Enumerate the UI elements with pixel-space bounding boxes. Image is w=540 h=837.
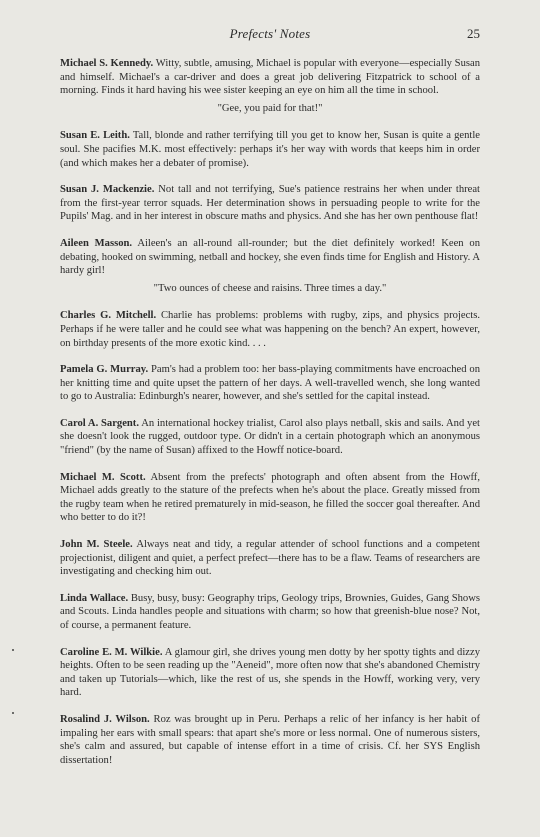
entry-john-m-steele	[60, 538, 480, 579]
entry-michael-m-scott	[60, 471, 480, 525]
entry-name: Susan E. Leith.	[60, 130, 130, 142]
entry-caroline-e-m-wilkie	[60, 646, 480, 700]
entry-linda-wallace	[60, 592, 480, 633]
entry-carol-a-sargent	[60, 417, 480, 458]
entry-text: Tall, blonde and rather terrifying till you get to know her, Susan is quite a gentle soul. She pacifies M.K. most effectively: perhaps it's her way with words that keeps him in order (and which makes her a debater of promise).	[60, 130, 480, 169]
entry-michael-s-kennedy	[60, 57, 480, 98]
entry-susan-e-leith	[60, 129, 480, 170]
entry-pamela-g-murray	[60, 363, 480, 404]
scan-speck	[12, 712, 14, 714]
entry-name: Charles G. Mitchell.	[60, 310, 157, 322]
entry-rosalind-j-wilson	[60, 713, 480, 767]
entry-name: Caroline E. M. Wilkie.	[60, 646, 163, 658]
entry-name: John M. Steele.	[60, 539, 133, 551]
entry-text: Always neat and tidy, a regular attender of school functions and a competent projectionist, diligent and quiet, a perfect prefect—there has to be a flaw. Teams of researchers are investigating and checking him out.	[60, 539, 480, 578]
entry-name: Aileen Masson.	[60, 237, 133, 249]
page-header	[60, 26, 480, 44]
entry-name: Michael S. Kennedy.	[60, 58, 154, 69]
entry-text: A glamour girl, she drives young men dotty by her spotty tights and dizzy heights. Often to be seen reading up the "Aeneid", more often now that she's abandoned Chemistry and taken up Tutorials—which, like the rest of us, she spends in the Howff, working very, very hard.	[60, 646, 480, 699]
entry-text: Roz was brought up in Peru. Perhaps a relic of her infancy is her habit of impaling her ears with small spears: that apart she's more or less normal. One of numerous sisters, she's calm and assured, but capable of intense effort in a time of crisis. Cf. her SYS English dissertation!	[60, 713, 480, 766]
entry-text: Charlie has problems: problems with rugby, zips, and physics projects. Perhaps if he were taller and he could see what was happening on the bench? An expert, however, on birthday presents of the more exotic kind. . . .	[60, 310, 480, 349]
entry-text: An international hockey trialist, Carol also plays netball, skis and sails. And yet she doesn't look the rugged, outdoor type. Or didn't in a certain photograph which an anonymous "friend" (by the name of Susan) affixed to the Howff notice-board.	[60, 417, 480, 457]
entry-name: Linda Wallace.	[60, 592, 129, 604]
scan-speck	[12, 649, 14, 651]
entry-text: Not tall and not terrifying, Sue's patience restrains her when under threat from the first-year terror squads. Her determination shows in persuading people to write for the Pupils' Mag. and in her interest in obscure maths and physics. And she has her own penthouse flat!	[60, 184, 480, 223]
entry-aileen-masson	[60, 237, 480, 278]
article-body	[60, 57, 480, 780]
entry-name: Rosalind J. Wilson.	[60, 713, 150, 725]
entry-name: Carol A. Sargent.	[60, 417, 139, 429]
entry-text: Aileen's an all-round all-rounder; but the diet definitely worked! Keen on debating, hooked on swimming, netball and hockey, she even finds time for English and History. A hardy girl!	[60, 237, 481, 277]
entry-name: Susan J. Mackenzie.	[60, 184, 155, 196]
entry-quote: "Gee, you paid for that!"	[217, 102, 323, 114]
running-title: Prefects' Notes	[229, 26, 311, 41]
entry-text: Witty, subtle, amusing, Michael is popular with everyone—especially Susan and himself. Michael's a car-driver and does a great job delivering Fitzpatrick to school of a morning. Finds it hard having his wee sister keeping an eye on him all the time in school.	[60, 58, 480, 97]
entry-text: Busy, busy, busy: Geography trips, Geology trips, Brownies, Guides, Gang Shows and Scouts. Linda handles people and situations with charm; so how that greenish-blue nose? Not, of course, a permanent feature.	[60, 592, 480, 631]
entry-text: Absent from the prefects' photograph and often absent from the Howff, Michael adds greatly to the stature of the prefects when he's about the place. Greatly missed from the rugby team when he retired prematurely in mid-season, he filled the soccer goal thereafter. And who better to do it?!	[60, 471, 480, 524]
page-number: 25	[467, 26, 480, 41]
entry-charles-g-mitchell	[60, 309, 480, 350]
entry-susan-j-mackenzie	[60, 183, 480, 224]
entry-name: Michael M. Scott.	[60, 471, 146, 483]
entry-quote: "Two ounces of cheese and raisins. Three times a day."	[153, 282, 387, 294]
entry-text: Pam's had a problem too: her bass-playing commitments have encroached on her knitting time and quite upset the pattern of her days. A well-travelled wench, she long wanted to go to Australia: Edinburgh's nearer, however, and she's settled for the capital instead.	[60, 364, 480, 403]
entry-name: Pamela G. Murray.	[60, 364, 149, 376]
